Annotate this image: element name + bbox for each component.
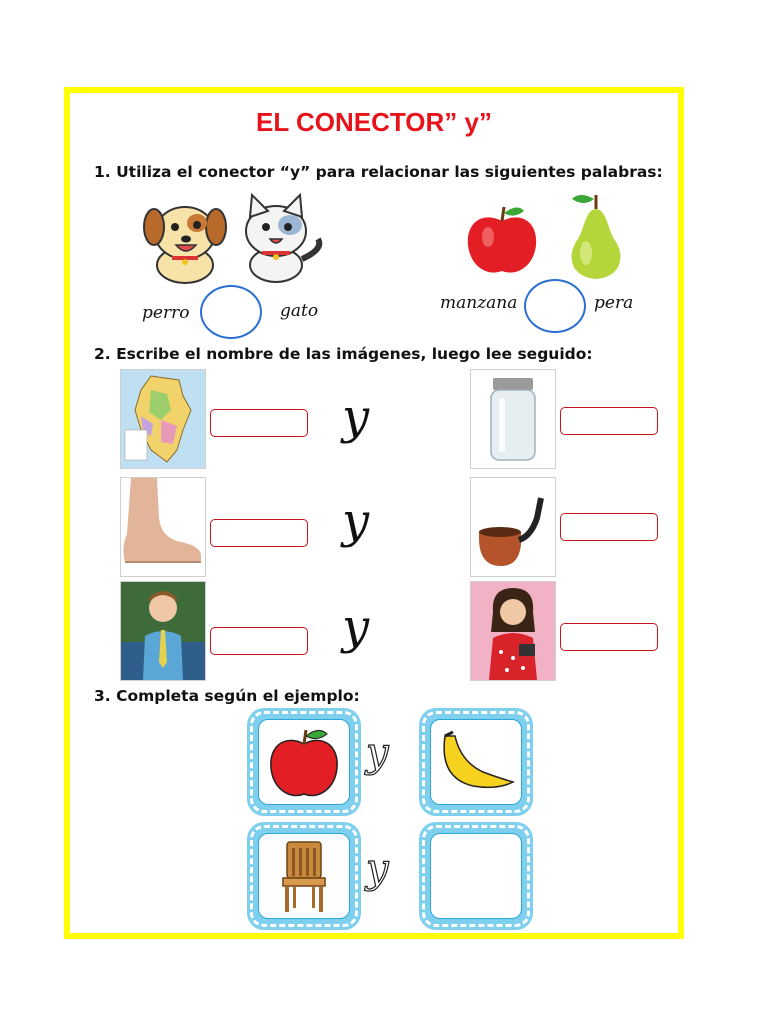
word-manzana: manzana xyxy=(440,293,518,313)
word-perro: perro xyxy=(142,303,190,323)
connector-y-2: y xyxy=(342,493,370,549)
connector-circle-1[interactable] xyxy=(200,285,262,339)
connector-y-5: y xyxy=(366,846,389,892)
word-pera: pera xyxy=(594,293,634,313)
answer-box-2-left[interactable] xyxy=(210,519,308,547)
smoking-pipe-image xyxy=(470,477,556,577)
card-apple xyxy=(250,711,358,813)
page-title: EL CONECTOR” y” xyxy=(256,107,492,137)
foot-image xyxy=(120,477,206,577)
answer-box-1-right[interactable] xyxy=(560,407,658,435)
worksheet xyxy=(64,87,684,939)
answer-box-1-left[interactable] xyxy=(210,409,308,437)
connector-y-3: y xyxy=(342,599,370,655)
pear-icon xyxy=(556,189,636,283)
section3-heading: 3. Completa según el ejemplo: xyxy=(94,687,360,705)
answer-box-3-left[interactable] xyxy=(210,627,308,655)
card-empty[interactable] xyxy=(422,825,530,927)
card-chair xyxy=(250,825,358,927)
section2-heading: 2. Escribe el nombre de las imágenes, luego lee seguido: xyxy=(94,345,593,363)
card-banana xyxy=(422,711,530,813)
cat-icon xyxy=(232,189,328,285)
dog-icon xyxy=(140,193,230,285)
connector-circle-2[interactable] xyxy=(524,279,586,333)
connector-y-1: y xyxy=(342,389,370,445)
section1-heading: 1. Utiliza el conector “y” para relacionar las siguientes palabras: xyxy=(94,163,663,181)
map-of-peru-image xyxy=(120,369,206,469)
chair-icon xyxy=(261,836,347,916)
answer-box-3-right[interactable] xyxy=(560,623,658,651)
answer-box-2-right[interactable] xyxy=(560,513,658,541)
apple-icon xyxy=(462,203,542,279)
word-gato: gato xyxy=(280,301,319,321)
apple-icon xyxy=(261,722,347,802)
connector-y-4: y xyxy=(366,730,389,776)
glass-jar-image xyxy=(470,369,556,469)
empty-drawing-area[interactable] xyxy=(430,833,522,919)
girl-image xyxy=(470,581,556,681)
boy-image xyxy=(120,581,206,681)
banana-icon xyxy=(433,722,519,802)
